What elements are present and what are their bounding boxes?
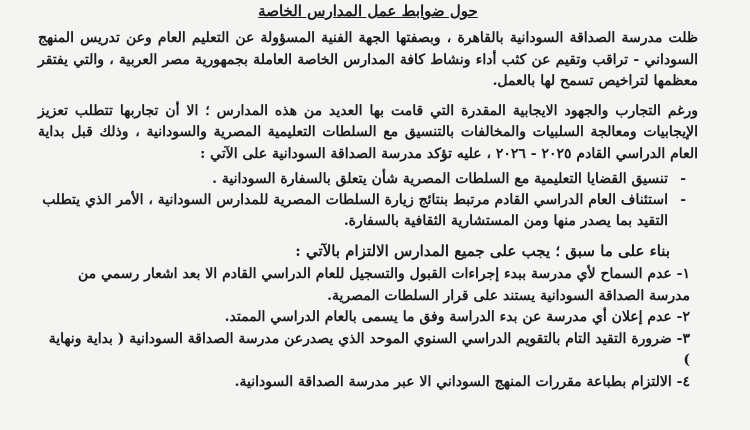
confirmation-list (38, 169, 698, 232)
list-item-text: تنسيق القضايا التعليمية مع السلطات المصرية شأن يتعلق بالسفارة السودانية . (212, 171, 668, 187)
list-item: ٣- ضرورة التقيد التام بالتقويم الدراسي السنوي الموحد الذي يصدرعن مدرسة الصداقة السودانية ( بداية ونهاية ) (48, 330, 690, 368)
list-item: ١- عدم السماح لأي مدرسة ببدء إجراءات القبول والتسجيل للعام الدراسي القادم الا بعد اشعار رسمي من مدرسة الصداقة السودانية يستند على قرار السلطات المصرية. (78, 266, 690, 304)
obligations-list (38, 264, 698, 393)
obligations-heading: بناء على ما سبق ؛ يجب على جميع المدارس الالتزام بالآتي : (295, 242, 670, 260)
document-title: حول ضوابط عمل المدارس الخاصة (258, 2, 478, 20)
bullet-marker: - (680, 171, 686, 187)
bullet-marker: - (680, 192, 686, 208)
list-item-text: استئناف العام الدراسي القادم مرتبط بنتائج زيارة السلطات المصرية للمدارس السودانية ، الأمر الذي يتطلب التقيد بما يصدر منها ومن المستشارية الثقافية بالسفارة. (42, 192, 668, 229)
context-paragraph: ورغم التجارب والجهود الايجابية المقدرة التي قامت بها العديد من هذه المدارس ؛ الا أن تجاربها تتطلب تعزيز الإيجابيات ومعالجة السلبيات والمخالفات بالتنسيق مع السلطات التعليمية المصرية والسودانية ، وذلك قبل بداية العام الدراسي القادم ٢٠٢٥ - ٢٠٢٦ ، عليه تؤكد مدرسة الصداقة السودانية على الآتي : (38, 102, 698, 162)
list-item (38, 190, 686, 232)
intro-paragraph: ظلت مدرسة الصداقة السودانية بالقاهرة ، وبصفتها الجهة الفنية المسؤولة عن التعليم العام وعن تدريس المنهج السوداني - تراقب وتقيم عن كثب أداء ونشاط كافة المدارس الخاصة العاملة بجمهورية مصر العربية ، والتي يفتقر معظمها لتراخيص تسمح لها بالعمل. (38, 30, 698, 89)
page-fade (0, 416, 750, 430)
list-item: ٤- الالتزام بطباعة مقررات المنهج السوداني الا عبر مدرسة الصداقة السودانية. (234, 373, 690, 390)
list-item (38, 169, 686, 190)
list-item: ٢- عدم إعلان أي مدرسة عن بدء الدراسة وفق ما يسمى بالعام الدراسي الممتد. (224, 309, 690, 325)
